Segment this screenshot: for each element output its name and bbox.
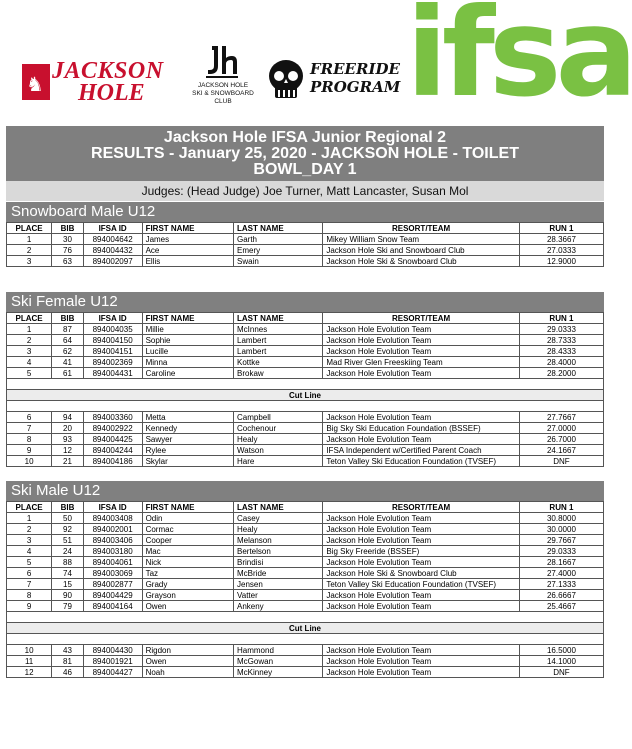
cell-ifsa-id: 894004429 [83,590,142,601]
table-row [7,667,604,678]
cell-resort-team: Jackson Hole Evolution Team [323,656,520,667]
column-header-bib: BIB [52,223,84,234]
column-header-ifsa-id: IFSA ID [83,223,142,234]
cell-resort-team: Jackson Hole Evolution Team [323,601,520,612]
cell-last-name: Watson [234,445,323,456]
cell-run-1: 30.0000 [519,524,603,535]
cell-bib: 20 [52,423,84,434]
cell-first-name: Nick [142,557,233,568]
cell-last-name: Vatter [234,590,323,601]
cell-resort-team: Jackson Hole Evolution Team [323,324,520,335]
cell-place: 8 [7,590,52,601]
cell-ifsa-id: 894003360 [83,412,142,423]
results-table [6,222,604,267]
cell-first-name: Sophie [142,335,233,346]
cell-first-name: Metta [142,412,233,423]
cell-resort-team: Big Sky Ski Education Foundation (BSSEF) [323,423,520,434]
cell-bib: 24 [52,546,84,557]
cell-ifsa-id: 894002877 [83,579,142,590]
table-row [7,579,604,590]
cell-place: 7 [7,579,52,590]
cell-last-name: Bertelson [234,546,323,557]
cell-place: 2 [7,524,52,535]
cell-bib: 64 [52,335,84,346]
cell-bib: 12 [52,445,84,456]
table-row [7,546,604,557]
table-row [7,412,604,423]
cell-bib: 15 [52,579,84,590]
table-row [7,256,604,267]
cell-last-name: McGowan [234,656,323,667]
table-header-row [7,223,604,234]
results-table [6,501,604,678]
table-row [7,535,604,546]
cell-place: 9 [7,445,52,456]
cell-run-1: 28.2000 [519,368,603,379]
table-row [7,656,604,667]
cell-run-1: 27.0333 [519,245,603,256]
cell-ifsa-id: 894004164 [83,601,142,612]
cell-resort-team: Jackson Hole Evolution Team [323,590,520,601]
cell-ifsa-id: 894004150 [83,335,142,346]
section-header: Snowboard Male U12 [6,202,604,222]
cell-bib: 50 [52,513,84,524]
cut-line-row [7,390,604,401]
table-row [7,335,604,346]
cell-resort-team: Mad River Glen Freeskiing Team [323,357,520,368]
table-header-row [7,313,604,324]
cell-last-name: Hare [234,456,323,467]
cell-first-name: Cooper [142,535,233,546]
jackson-hole-logo-line1: JACKSON [52,58,164,84]
cell-resort-team: Jackson Hole Evolution Team [323,513,520,524]
table-row [7,324,604,335]
cell-bib: 87 [52,324,84,335]
column-header-first-name: FIRST NAME [142,502,233,513]
event-title-line1: Jackson Hole IFSA Junior Regional 2 [163,129,447,146]
cell-first-name: Cormac [142,524,233,535]
cell-first-name: Grady [142,579,233,590]
table-row [7,445,604,456]
event-title [6,126,604,181]
freeride-logo-line2: PROGRAM [310,78,401,96]
jackson-hole-logo-line2: HOLE [78,80,145,106]
column-header-ifsa-id: IFSA ID [83,502,142,513]
club-mark-icon [204,44,240,80]
cell-first-name: Ellis [142,256,233,267]
cell-run-1: 28.4000 [519,357,603,368]
cell-ifsa-id: 894004061 [83,557,142,568]
table-row [7,524,604,535]
cell-resort-team: Teton Valley Ski Education Foundation (TVSEF) [323,579,520,590]
ski-club-logo [190,44,256,108]
cell-ifsa-id: 894002369 [83,357,142,368]
table-row [7,601,604,612]
table-row [7,590,604,601]
column-header-ifsa-id: IFSA ID [83,313,142,324]
cell-ifsa-id: 894004186 [83,456,142,467]
cell-run-1: 27.7667 [519,412,603,423]
table-row [7,557,604,568]
cell-bib: 93 [52,434,84,445]
cell-last-name: Lambert [234,346,323,357]
section-header: Ski Female U12 [6,292,604,312]
cell-resort-team: Jackson Hole Evolution Team [323,557,520,568]
cell-last-name: McKinney [234,667,323,678]
cell-place: 12 [7,667,52,678]
cell-first-name: James [142,234,233,245]
table-row [7,346,604,357]
logo-banner [0,0,632,126]
cell-last-name: Campbell [234,412,323,423]
cell-last-name: Healy [234,434,323,445]
cell-resort-team: Big Sky Freeride (BSSEF) [323,546,520,557]
cell-first-name: Sawyer [142,434,233,445]
row-spacer-cell [7,379,604,390]
cell-run-1: DNF [519,456,603,467]
cell-resort-team: IFSA Independent w/Certified Parent Coach [323,445,520,456]
cell-run-1: 16.5000 [519,645,603,656]
table-row [7,456,604,467]
cell-place: 6 [7,568,52,579]
cell-resort-team: Jackson Hole Ski & Snowboard Club [323,568,520,579]
cell-place: 10 [7,456,52,467]
cell-place: 10 [7,645,52,656]
row-spacer [7,401,604,412]
table-row [7,568,604,579]
cell-place: 3 [7,346,52,357]
cell-ifsa-id: 894004431 [83,368,142,379]
column-header-place: PLACE [7,313,52,324]
cell-resort-team: Jackson Hole Evolution Team [323,524,520,535]
cell-run-1: 26.6667 [519,590,603,601]
cell-place: 3 [7,535,52,546]
cell-first-name: Noah [142,667,233,678]
cell-bib: 62 [52,346,84,357]
cell-ifsa-id: 894003406 [83,535,142,546]
freeride-logo-line1: FREERIDE [310,60,400,78]
cell-place: 8 [7,434,52,445]
cell-last-name: Brindisi [234,557,323,568]
cell-place: 2 [7,335,52,346]
cell-run-1: 25.4667 [519,601,603,612]
jackson-hole-logo [22,60,180,104]
cell-place: 1 [7,513,52,524]
cut-line-label: Cut Line [7,623,604,634]
cell-bib: 94 [52,412,84,423]
cell-first-name: Rigdon [142,645,233,656]
cell-first-name: Kennedy [142,423,233,434]
column-header-run-1: RUN 1 [519,313,603,324]
column-header-place: PLACE [7,502,52,513]
judges-line: Judges: (Head Judge) Joe Turner, Matt Lancaster, Susan Mol [6,181,604,201]
cell-place: 6 [7,412,52,423]
cell-ifsa-id: 894002922 [83,423,142,434]
ifsa-logo: ifsa [406,0,632,124]
table-row [7,368,604,379]
cell-bib: 21 [52,456,84,467]
cell-ifsa-id: 894003069 [83,568,142,579]
row-spacer [7,634,604,645]
cell-resort-team: Jackson Hole Evolution Team [323,645,520,656]
cell-last-name: Healy [234,524,323,535]
cell-ifsa-id: 894004642 [83,234,142,245]
cell-run-1: DNF [519,667,603,678]
cell-resort-team: Jackson Hole Evolution Team [323,667,520,678]
cell-resort-team: Teton Valley Ski Education Foundation (TVSEF) [323,456,520,467]
cell-resort-team: Jackson Hole Evolution Team [323,535,520,546]
cell-bib: 74 [52,568,84,579]
row-spacer [7,612,604,623]
cell-bib: 51 [52,535,84,546]
cut-line-label: Cut Line [7,390,604,401]
row-spacer-cell [7,634,604,645]
row-spacer-cell [7,612,604,623]
cell-bib: 79 [52,601,84,612]
cell-first-name: Mac [142,546,233,557]
cell-bib: 76 [52,245,84,256]
cell-place: 9 [7,601,52,612]
table-row [7,245,604,256]
cell-last-name: Ankeny [234,601,323,612]
cell-place: 11 [7,656,52,667]
cell-last-name: Kottke [234,357,323,368]
cell-ifsa-id: 894002001 [83,524,142,535]
cell-bib: 61 [52,368,84,379]
cell-run-1: 29.0333 [519,546,603,557]
table-row [7,234,604,245]
cell-ifsa-id: 894004035 [83,324,142,335]
cell-ifsa-id: 894002097 [83,256,142,267]
cell-first-name: Lucille [142,346,233,357]
cell-last-name: Lambert [234,335,323,346]
cell-run-1: 27.0000 [519,423,603,434]
cell-last-name: Cochenour [234,423,323,434]
column-header-last-name: LAST NAME [234,223,323,234]
column-header-place: PLACE [7,223,52,234]
column-header-last-name: LAST NAME [234,313,323,324]
column-header-bib: BIB [52,502,84,513]
cell-resort-team: Jackson Hole Ski & Snowboard Club [323,256,520,267]
cell-run-1: 28.4333 [519,346,603,357]
cell-resort-team: Jackson Hole Evolution Team [323,412,520,423]
table-row [7,513,604,524]
cell-place: 5 [7,557,52,568]
cell-ifsa-id: 894004427 [83,667,142,678]
cell-place: 2 [7,245,52,256]
cell-first-name: Owen [142,656,233,667]
cell-run-1: 24.1667 [519,445,603,456]
club-logo-line2: SKI & SNOWBOARD CLUB [192,90,254,105]
cell-run-1: 28.1667 [519,557,603,568]
skull-icon [266,58,306,102]
cell-bib: 46 [52,667,84,678]
cell-first-name: Minna [142,357,233,368]
cut-line-row [7,623,604,634]
cell-run-1: 12.9000 [519,256,603,267]
cell-first-name: Skylar [142,456,233,467]
cell-resort-team: Mikey William Snow Team [323,234,520,245]
club-logo-line1: JACKSON HOLE [197,82,249,89]
cell-place: 7 [7,423,52,434]
cell-run-1: 14.1000 [519,656,603,667]
table-row [7,434,604,445]
cell-first-name: Caroline [142,368,233,379]
table-header-row [7,502,604,513]
cell-bib: 90 [52,590,84,601]
cell-run-1: 28.3667 [519,234,603,245]
cell-bib: 92 [52,524,84,535]
cell-run-1: 29.0333 [519,324,603,335]
cell-last-name: Casey [234,513,323,524]
cell-last-name: Hammond [234,645,323,656]
cell-place: 1 [7,234,52,245]
cell-last-name: Swain [234,256,323,267]
cell-bib: 81 [52,656,84,667]
cell-run-1: 27.4000 [519,568,603,579]
cell-place: 5 [7,368,52,379]
cell-first-name: Rylee [142,445,233,456]
cell-run-1: 28.7333 [519,335,603,346]
cell-last-name: Emery [234,245,323,256]
cell-ifsa-id: 894004151 [83,346,142,357]
cell-ifsa-id: 894004430 [83,645,142,656]
cell-ifsa-id: 894004244 [83,445,142,456]
cell-ifsa-id: 894003180 [83,546,142,557]
cell-run-1: 30.8000 [519,513,603,524]
cell-first-name: Ace [142,245,233,256]
table-row [7,645,604,656]
event-title-line2: RESULTS - January 25, 2020 - JACKSON HOLE - TOILET [91,145,519,162]
column-header-last-name: LAST NAME [234,502,323,513]
cell-bib: 43 [52,645,84,656]
row-spacer [7,379,604,390]
column-header-first-name: FIRST NAME [142,313,233,324]
cell-resort-team: Jackson Hole Evolution Team [323,368,520,379]
column-header-resort-team: RESORT/TEAM [323,313,520,324]
table-row [7,357,604,368]
cell-run-1: 26.7000 [519,434,603,445]
row-spacer-cell [7,401,604,412]
cell-bib: 63 [52,256,84,267]
cell-place: 4 [7,546,52,557]
cell-ifsa-id: 894004432 [83,245,142,256]
cell-resort-team: Jackson Hole Evolution Team [323,335,520,346]
cell-bib: 41 [52,357,84,368]
cell-ifsa-id: 894004425 [83,434,142,445]
cell-place: 1 [7,324,52,335]
cell-first-name: Millie [142,324,233,335]
column-header-bib: BIB [52,313,84,324]
freeride-program-logo [266,56,401,106]
cell-last-name: McBride [234,568,323,579]
event-title-line3: BOWL_DAY 1 [253,161,357,178]
cell-place: 3 [7,256,52,267]
cell-place: 4 [7,357,52,368]
cell-run-1: 27.1333 [519,579,603,590]
cell-bib: 88 [52,557,84,568]
column-header-first-name: FIRST NAME [142,223,233,234]
cell-first-name: Grayson [142,590,233,601]
cell-last-name: McInnes [234,324,323,335]
cell-first-name: Owen [142,601,233,612]
bucking-horse-icon: ♞ [22,64,50,100]
cell-ifsa-id: 894003408 [83,513,142,524]
column-header-resort-team: RESORT/TEAM [323,223,520,234]
cell-resort-team: Jackson Hole Evolution Team [323,434,520,445]
cell-bib: 30 [52,234,84,245]
cell-resort-team: Jackson Hole Evolution Team [323,346,520,357]
cell-run-1: 29.7667 [519,535,603,546]
cell-resort-team: Jackson Hole Ski and Snowboard Club [323,245,520,256]
cell-first-name: Taz [142,568,233,579]
table-row [7,423,604,434]
section-header: Ski Male U12 [6,481,604,501]
column-header-run-1: RUN 1 [519,502,603,513]
cell-last-name: Melanson [234,535,323,546]
column-header-run-1: RUN 1 [519,223,603,234]
cell-first-name: Odin [142,513,233,524]
cell-last-name: Garth [234,234,323,245]
cell-ifsa-id: 894001921 [83,656,142,667]
cell-last-name: Jensen [234,579,323,590]
cell-last-name: Brokaw [234,368,323,379]
results-table [6,312,604,467]
column-header-resort-team: RESORT/TEAM [323,502,520,513]
